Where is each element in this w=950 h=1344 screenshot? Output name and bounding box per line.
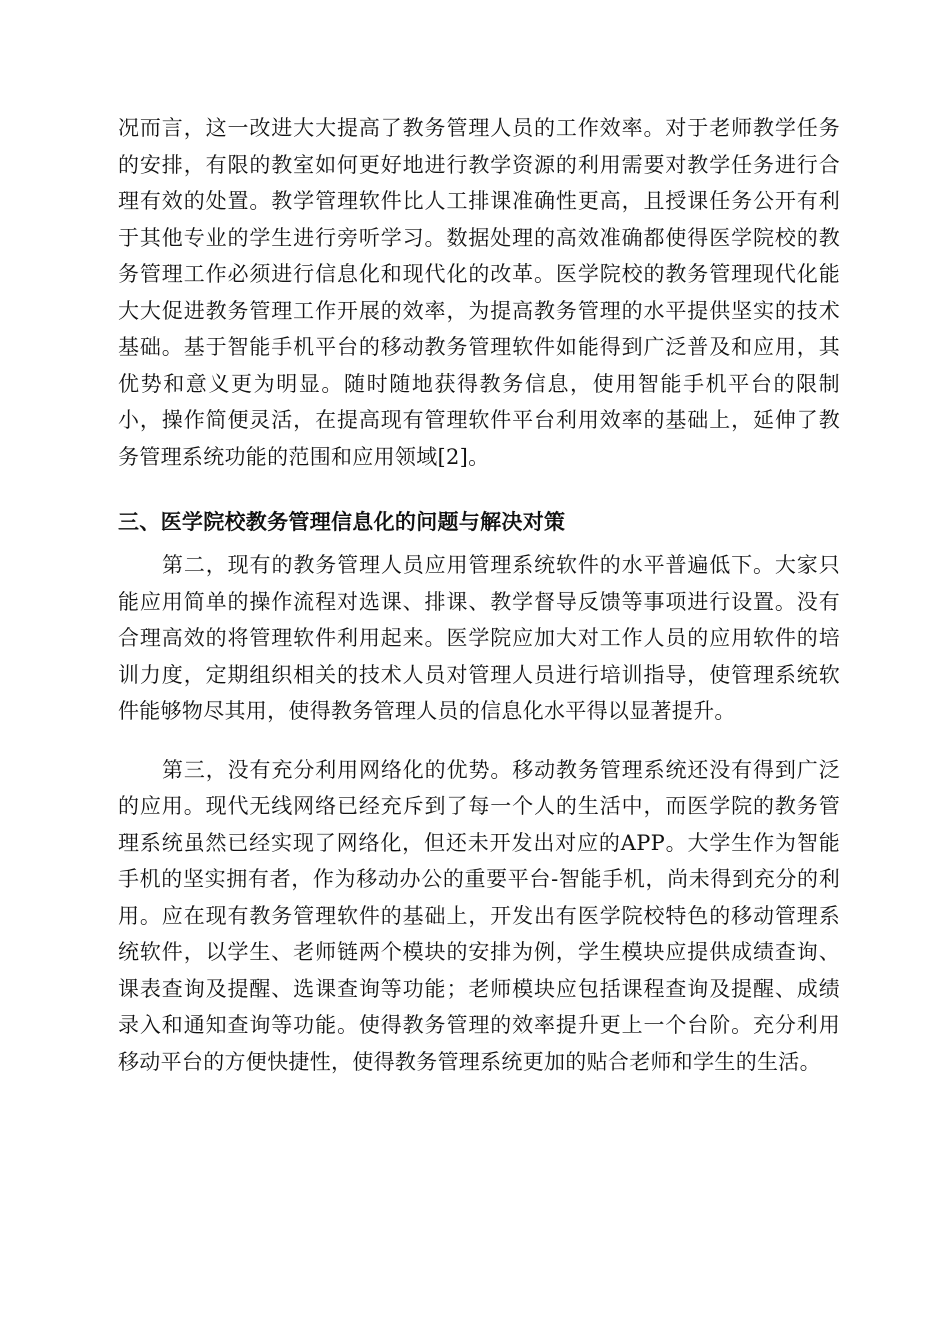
paragraph-third: 第三，没有充分利用网络化的优势。移动教务管理系统还没有得到广泛的应用。现代无线网络已经充斥到了每一个人的生活中，而医学院的教务管理系统虽然已经实现了网络化，但还未开发出对应的APP。大学生作为智能手机的坚实拥有者，作为移动办公的重要平台-智能手机，尚未得到充分的利用。应在现有教务管理软件的基础上，开发出有医学院校特色的移动管理系统软件，以学生、老师链两个模块的安排为例，学生模块应提供成绩查询、课表查询及提醒、选课查询等功能；老师模块应包括课程查询及提醒、成绩录入和通知查询等功能。使得教务管理的效率提升更上一个台阶。充分利用移动平台的方便快捷性，使得教务管理系统更加的贴合老师和学生的生活。 [118, 757, 840, 1074]
document-page [118, 110, 840, 1080]
paragraph-spacer [118, 730, 840, 752]
paragraph-second: 第二，现有的教务管理人员应用管理系统软件的水平普遍低下。大家只能应用简单的操作流程对选课、排课、教学督导反馈等事项进行设置。没有合理高效的将管理软件利用起来。医学院应加大对工作人员的应用软件的培训力度，定期组织相关的技术人员对管理人员进行培训指导，使管理系统软件能够物尽其用，使得教务管理人员的信息化水平得以显著提升。 [118, 553, 840, 723]
section-heading: 三、医学院校教务管理信息化的问题与解决对策 [118, 510, 566, 534]
intro-paragraph: 况而言，这一改进大大提高了教务管理人员的工作效率。对于老师教学任务的安排，有限的教室如何更好地进行教学资源的利用需要对教学任务进行合理有效的处置。教学管理软件比人工排课准确性更高，且授课任务公开有利于其他专业的学生进行旁听学习。数据处理的高效准确都使得医学院校的教务管理工作必须进行信息化和现代化的改革。医学院校的教务管理现代化能大大促进教务管理工作开展的效率，为提高教务管理的水平提供坚实的技术基础。基于智能手机平台的移动教务管理软件如能得到广泛普及和应用，其优势和意义更为明显。随时随地获得教务信息，使用智能手机平台的限制小，操作简便灵活，在提高现有管理软件平台利用效率的基础上，延伸了教务管理系统功能的范围和应用领域[2]。 [118, 116, 840, 469]
